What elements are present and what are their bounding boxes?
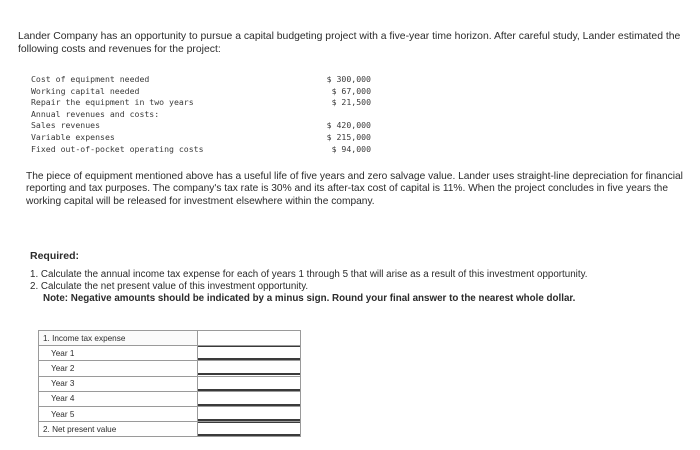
- cost-amount: $ 21,500: [331, 97, 371, 108]
- year-5-label: Year 5: [39, 406, 198, 421]
- income-tax-heading: 1. Income tax expense: [39, 331, 198, 346]
- table-row: [39, 346, 301, 361]
- problem-intro: Lander Company has an opportunity to pursue a capital budgeting project with a five-year time horizon. After careful study, Lander estimated the following costs and revenues for the project:: [18, 31, 681, 55]
- cost-row-fixed: [31, 144, 371, 156]
- year-2-label: Year 2: [39, 361, 198, 376]
- cost-amount: $ 300,000: [326, 74, 371, 84]
- table-row: [39, 376, 301, 391]
- cost-label: Sales revenues: [31, 120, 101, 131]
- required-title: Required:: [30, 250, 80, 262]
- required-note: Note: Negative amounts should be indicated by a minus sign. Round your final answer to the nearest whole dollar.: [43, 293, 576, 304]
- year-1-cell[interactable]: [198, 346, 301, 361]
- year-5-cell[interactable]: [198, 406, 301, 421]
- year-3-label: Year 3: [39, 376, 198, 391]
- year-1-label: Year 1: [39, 346, 198, 361]
- cost-amount: $ 94,000: [331, 143, 371, 154]
- table-row: [39, 406, 301, 421]
- heading-blank-cell: [198, 331, 301, 346]
- cost-amount: $ 215,000: [326, 131, 371, 142]
- year-3-input[interactable]: [198, 377, 300, 389]
- year-3-cell[interactable]: [198, 376, 301, 391]
- year-4-cell[interactable]: [198, 391, 301, 406]
- npv-label: 2. Net present value: [39, 422, 198, 437]
- cost-label: Annual revenues and costs:: [31, 108, 160, 119]
- npv-cell[interactable]: [198, 422, 301, 437]
- cost-row-variable: [31, 132, 371, 144]
- cost-label: Variable expenses: [31, 131, 115, 142]
- cost-label: Fixed out-of-pocket operating costs: [31, 143, 204, 154]
- cost-row-repair: [31, 97, 371, 109]
- year-4-input[interactable]: [198, 392, 300, 404]
- cost-row-annual-heading: [31, 109, 371, 121]
- cost-label: Repair the equipment in two years: [31, 97, 194, 108]
- table-row: [39, 422, 301, 437]
- answer-table: [38, 330, 301, 437]
- year-4-label: Year 4: [39, 391, 198, 406]
- table-row: [39, 361, 301, 376]
- year-2-cell[interactable]: [198, 361, 301, 376]
- year-5-input[interactable]: [198, 407, 300, 419]
- table-row: [39, 331, 301, 346]
- problem-details: The piece of equipment mentioned above has a useful life of five years and zero salvage value. Lander uses straight-line depreciation for financial reporting and tax purposes. The company's tax rate is 30% and its after-tax cost of capital is 11%. When the project concludes in five years the working capital will be released for investment elsewhere within the company.: [26, 171, 683, 207]
- cost-table: [31, 74, 371, 155]
- cost-row-equipment: [31, 74, 371, 86]
- npv-input[interactable]: [198, 423, 300, 434]
- required-item-2: 2. Calculate the net present value of this investment opportunity.: [30, 281, 309, 292]
- required-item-1: 1. Calculate the annual income tax expense for each of years 1 through 5 that will arise as a result of this investment opportunity.: [30, 269, 588, 280]
- cost-row-sales: [31, 120, 371, 132]
- cost-amount: $ 420,000: [326, 120, 371, 131]
- cost-label: Working capital needed: [31, 85, 140, 96]
- required-list: [30, 269, 680, 305]
- table-row: [39, 391, 301, 406]
- cost-label: Cost of equipment needed: [31, 74, 150, 84]
- cost-row-working-capital: [31, 86, 371, 98]
- year-2-input[interactable]: [198, 361, 300, 373]
- year-1-input[interactable]: [198, 347, 300, 358]
- cost-amount: $ 67,000: [331, 85, 371, 96]
